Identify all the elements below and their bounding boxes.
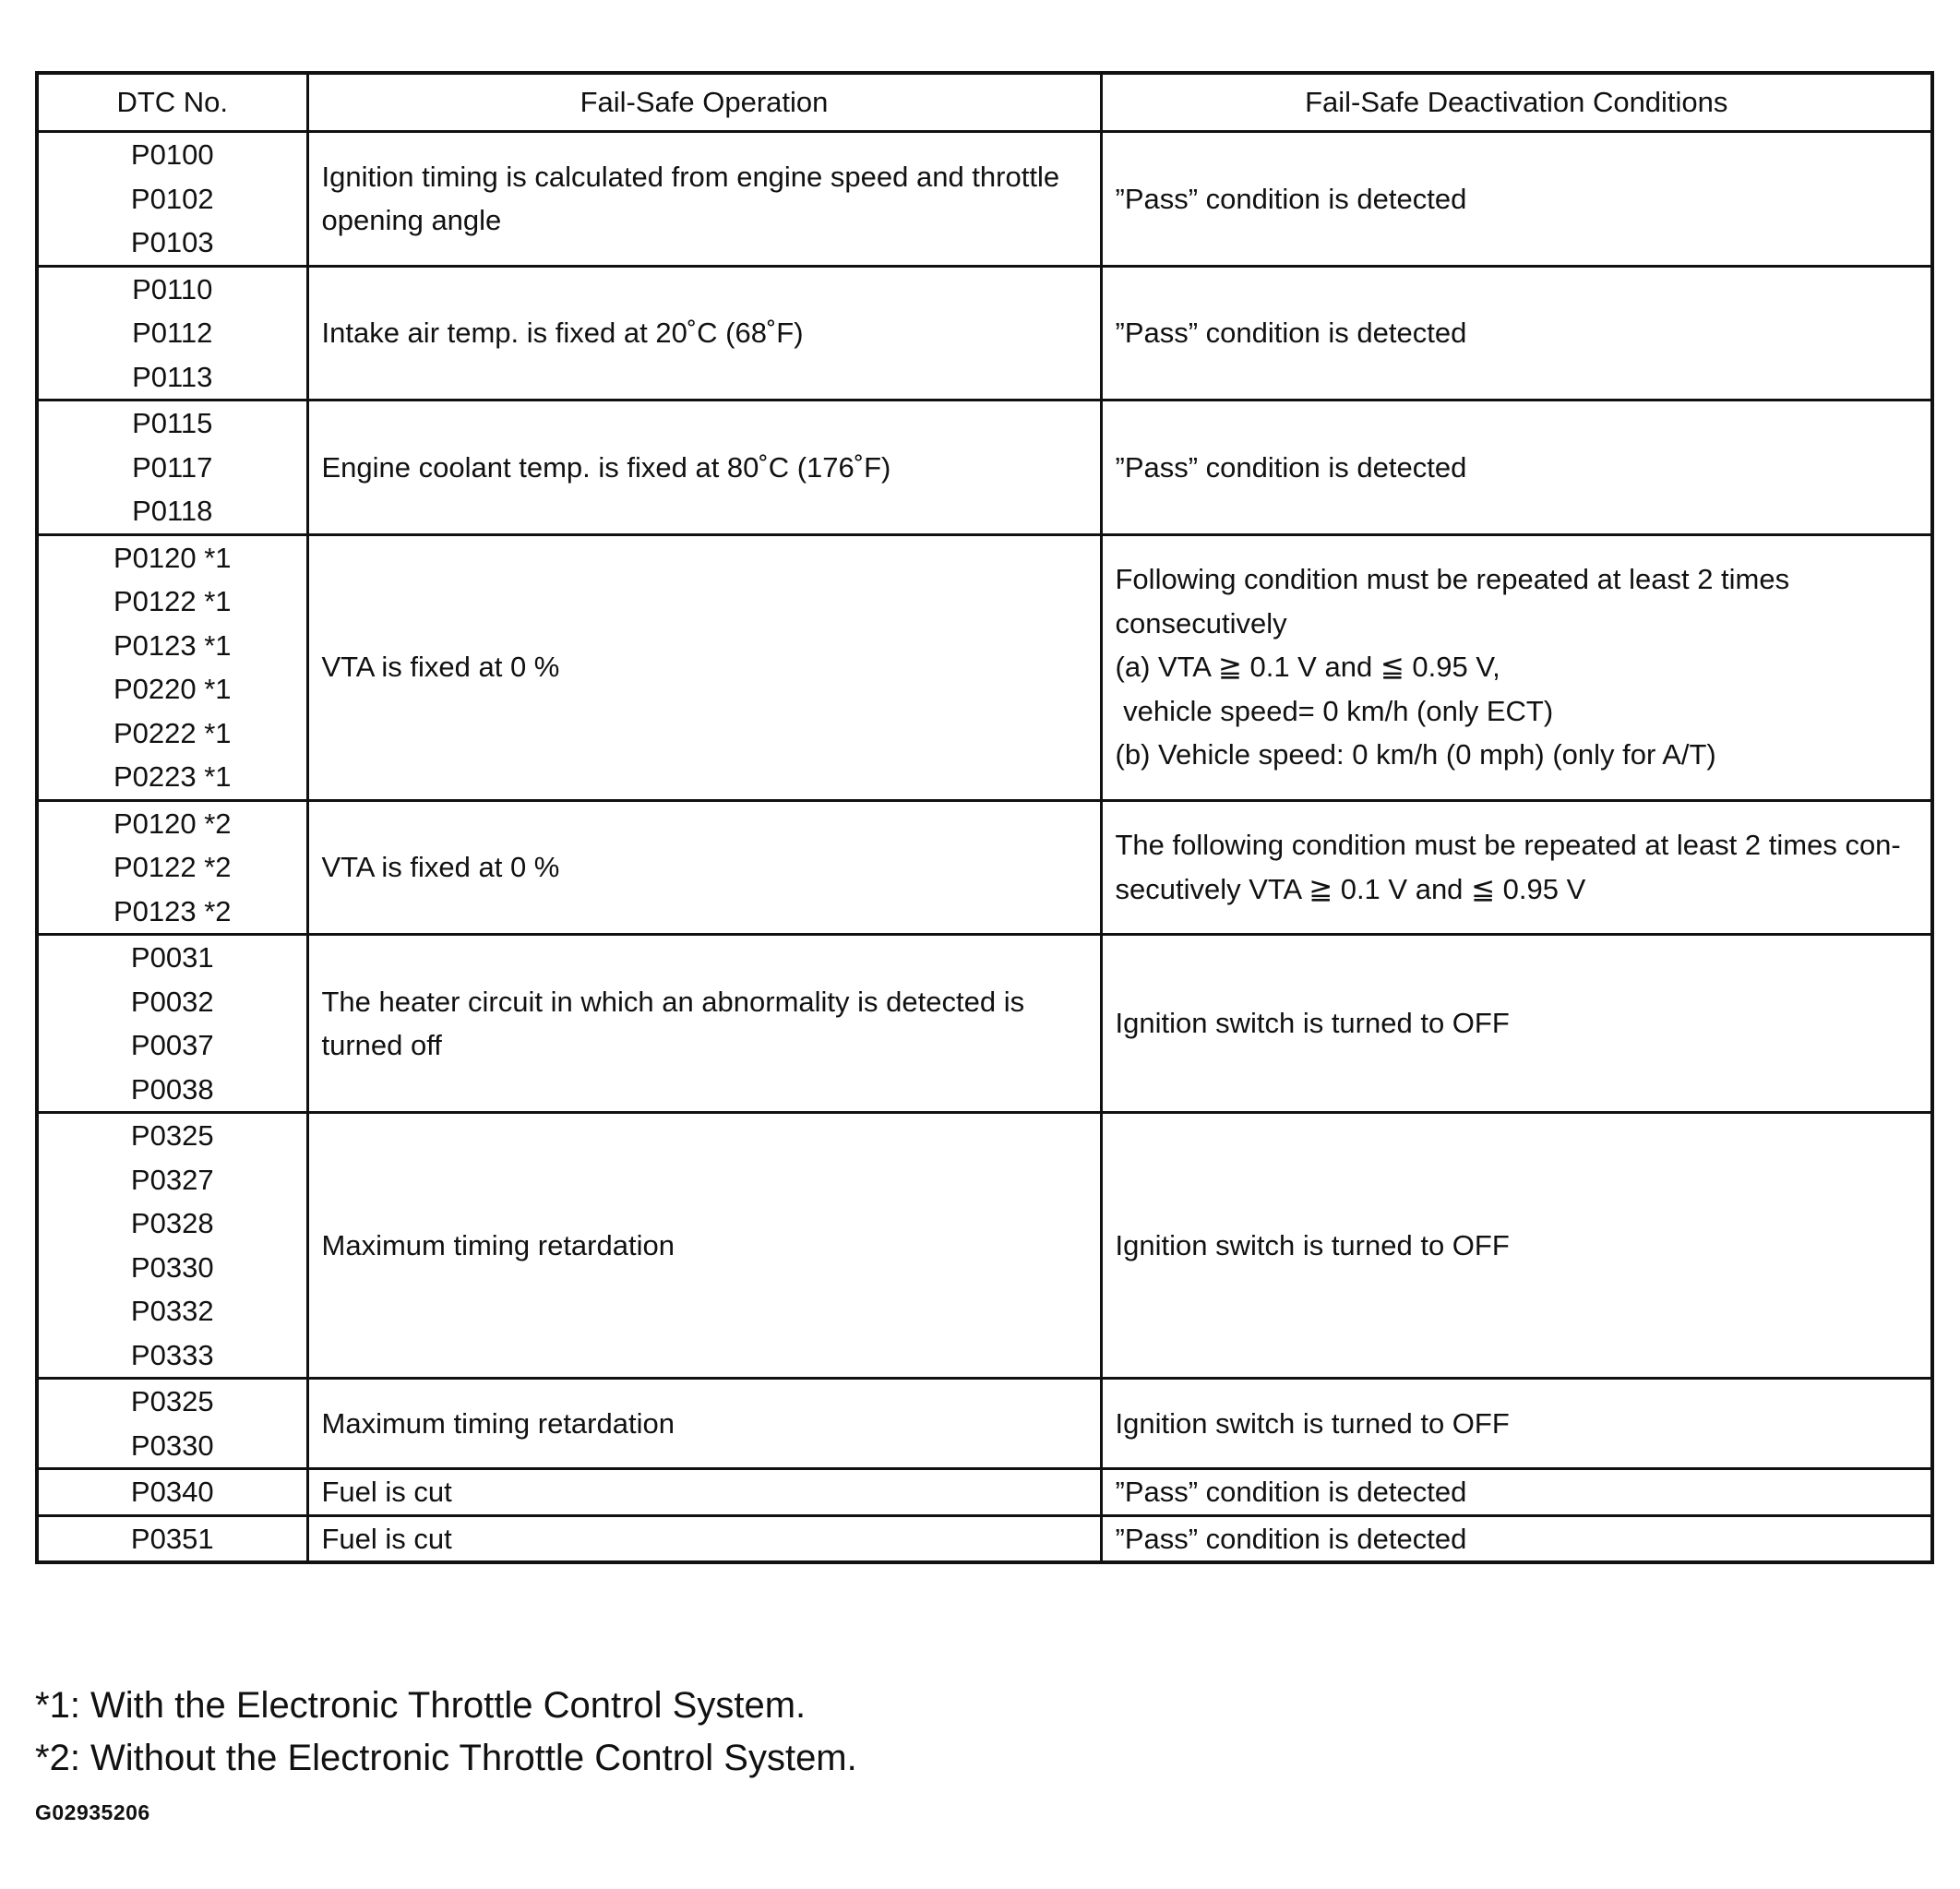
dtc-codes-cell xyxy=(37,1379,307,1469)
dtc-code: P0223 *1 xyxy=(113,760,232,793)
table-row xyxy=(37,1379,1932,1469)
deactivation-condition-cell xyxy=(1101,401,1932,535)
dtc-code: P0330 xyxy=(130,1429,214,1462)
condition-text: ”Pass” condition is detected xyxy=(1115,450,1467,484)
deactivation-condition-cell xyxy=(1101,1469,1932,1516)
deactivation-condition-cell xyxy=(1101,800,1932,935)
table-row xyxy=(37,534,1932,800)
operation-text: Fuel is cut xyxy=(321,1522,452,1555)
condition-text: ”Pass” condition is detected xyxy=(1115,182,1467,215)
fail-safe-operation-cell xyxy=(307,1469,1101,1516)
dtc-code: P0038 xyxy=(130,1072,214,1106)
dtc-code: P0333 xyxy=(130,1338,214,1371)
operation-text: opening angle xyxy=(321,204,502,237)
table-row xyxy=(37,935,1932,1113)
condition-text: ”Pass” condition is detected xyxy=(1115,317,1467,349)
footnotes xyxy=(35,1680,857,1785)
condition-text: consecutively xyxy=(1115,606,1287,640)
dtc-code: P0115 xyxy=(132,407,213,439)
fail-safe-table xyxy=(35,71,1934,1564)
dtc-code: P0351 xyxy=(130,1522,214,1555)
dtc-code: P0123 *2 xyxy=(113,894,232,927)
dtc-codes-cell xyxy=(37,1515,307,1562)
fail-safe-operation-cell xyxy=(307,1379,1101,1469)
deactivation-condition-cell xyxy=(1101,534,1932,800)
table-body xyxy=(37,132,1932,1563)
dtc-code: P0103 xyxy=(130,226,214,258)
dtc-code: P0122 *1 xyxy=(113,585,232,617)
condition-text: ”Pass” condition is detected xyxy=(1115,1522,1467,1555)
deactivation-condition-cell xyxy=(1101,935,1932,1113)
header-deactivation-conditions: Fail-Safe Deactivation Conditions xyxy=(1101,73,1932,132)
dtc-code: P0123 *1 xyxy=(113,628,232,662)
operation-text: Ignition timing is calculated from engine speed and throttle xyxy=(321,160,1060,193)
header-dtc-no: DTC No. xyxy=(37,73,307,132)
operation-text: VTA is fixed at 0 % xyxy=(321,651,560,684)
operation-text: Maximum timing retardation xyxy=(321,1406,675,1440)
dtc-code: P0327 xyxy=(130,1163,214,1196)
table-row xyxy=(37,132,1932,267)
fail-safe-operation-cell xyxy=(307,800,1101,935)
operation-text: Intake air temp. is fixed at 20˚C (68˚F) xyxy=(321,317,804,349)
fail-safe-operation-cell xyxy=(307,1515,1101,1562)
dtc-code: P0122 *2 xyxy=(113,851,232,883)
operation-text: turned off xyxy=(321,1029,442,1061)
deactivation-condition-cell xyxy=(1101,1515,1932,1562)
condition-text: Ignition switch is turned to OFF xyxy=(1115,1406,1510,1440)
dtc-codes-cell xyxy=(37,132,307,267)
dtc-code: P0340 xyxy=(130,1476,214,1508)
condition-text: secutively VTA ≧ 0.1 V and ≦ 0.95 V xyxy=(1115,872,1586,905)
dtc-code: P0328 xyxy=(130,1207,214,1239)
dtc-code: P0220 *1 xyxy=(113,673,232,705)
header-fail-safe-operation: Fail-Safe Operation xyxy=(307,73,1101,132)
table-row xyxy=(37,266,1932,401)
dtc-codes-cell xyxy=(37,266,307,401)
table-row xyxy=(37,1515,1932,1562)
table-row xyxy=(37,800,1932,935)
dtc-code: P0113 xyxy=(132,360,213,393)
figure-id: G02935206 xyxy=(35,1800,150,1824)
dtc-code: P0222 *1 xyxy=(113,716,232,749)
operation-text: The heater circuit in which an abnormality is detected is xyxy=(321,985,1025,1018)
dtc-table-container xyxy=(35,71,1930,1564)
table-row xyxy=(37,401,1932,535)
table-row xyxy=(37,1113,1932,1379)
dtc-codes-cell xyxy=(37,401,307,535)
fail-safe-operation-cell xyxy=(307,1113,1101,1379)
dtc-codes-cell xyxy=(37,935,307,1113)
dtc-code: P0120 *2 xyxy=(113,807,232,840)
condition-text: Ignition switch is turned to OFF xyxy=(1115,1007,1510,1040)
dtc-code: P0332 xyxy=(130,1295,214,1327)
dtc-codes-cell xyxy=(37,1113,307,1379)
fail-safe-operation-cell xyxy=(307,401,1101,535)
deactivation-condition-cell xyxy=(1101,1379,1932,1469)
fail-safe-operation-cell xyxy=(307,935,1101,1113)
dtc-code: P0330 xyxy=(130,1250,214,1284)
table-header-row xyxy=(37,73,1932,132)
fail-safe-operation-cell xyxy=(307,132,1101,267)
fail-safe-operation-cell xyxy=(307,534,1101,800)
condition-text: (a) VTA ≧ 0.1 V and ≦ 0.95 V, xyxy=(1115,651,1500,684)
dtc-code: P0112 xyxy=(132,317,213,349)
table-row xyxy=(37,1469,1932,1516)
dtc-code: P0325 xyxy=(130,1385,214,1417)
deactivation-condition-cell xyxy=(1101,1113,1932,1379)
operation-text: Engine coolant temp. is fixed at 80˚C (176˚F) xyxy=(321,450,891,484)
dtc-code: P0325 xyxy=(130,1119,214,1152)
dtc-code: P0110 xyxy=(132,272,213,305)
footnote-2: *2: Without the Electronic Throttle Control System. xyxy=(35,1738,857,1778)
dtc-code: P0032 xyxy=(130,985,214,1018)
condition-text: ”Pass” condition is detected xyxy=(1115,1476,1467,1508)
dtc-code: P0100 xyxy=(130,138,214,171)
dtc-codes-cell xyxy=(37,1469,307,1516)
dtc-code: P0102 xyxy=(130,182,214,215)
dtc-code: P0037 xyxy=(130,1029,214,1061)
footnote-1: *1: With the Electronic Throttle Control System. xyxy=(35,1685,807,1726)
condition-text: vehicle speed= 0 km/h (only ECT) xyxy=(1115,694,1554,727)
condition-text: Following condition must be repeated at least 2 times xyxy=(1115,563,1790,596)
condition-text: (b) Vehicle speed: 0 km/h (0 mph) (only for A/T) xyxy=(1115,738,1716,771)
dtc-code: P0031 xyxy=(130,941,214,974)
dtc-code: P0117 xyxy=(132,450,213,484)
dtc-code: P0118 xyxy=(132,495,213,527)
dtc-codes-cell xyxy=(37,534,307,800)
operation-text: Maximum timing retardation xyxy=(321,1228,675,1261)
dtc-codes-cell xyxy=(37,800,307,935)
operation-text: VTA is fixed at 0 % xyxy=(321,851,560,883)
operation-text: Fuel is cut xyxy=(321,1476,452,1508)
condition-text: The following condition must be repeated at least 2 times con- xyxy=(1115,829,1901,862)
dtc-code: P0120 *1 xyxy=(113,541,232,574)
condition-text: Ignition switch is turned to OFF xyxy=(1115,1228,1510,1261)
fail-safe-operation-cell xyxy=(307,266,1101,401)
deactivation-condition-cell xyxy=(1101,132,1932,267)
deactivation-condition-cell xyxy=(1101,266,1932,401)
